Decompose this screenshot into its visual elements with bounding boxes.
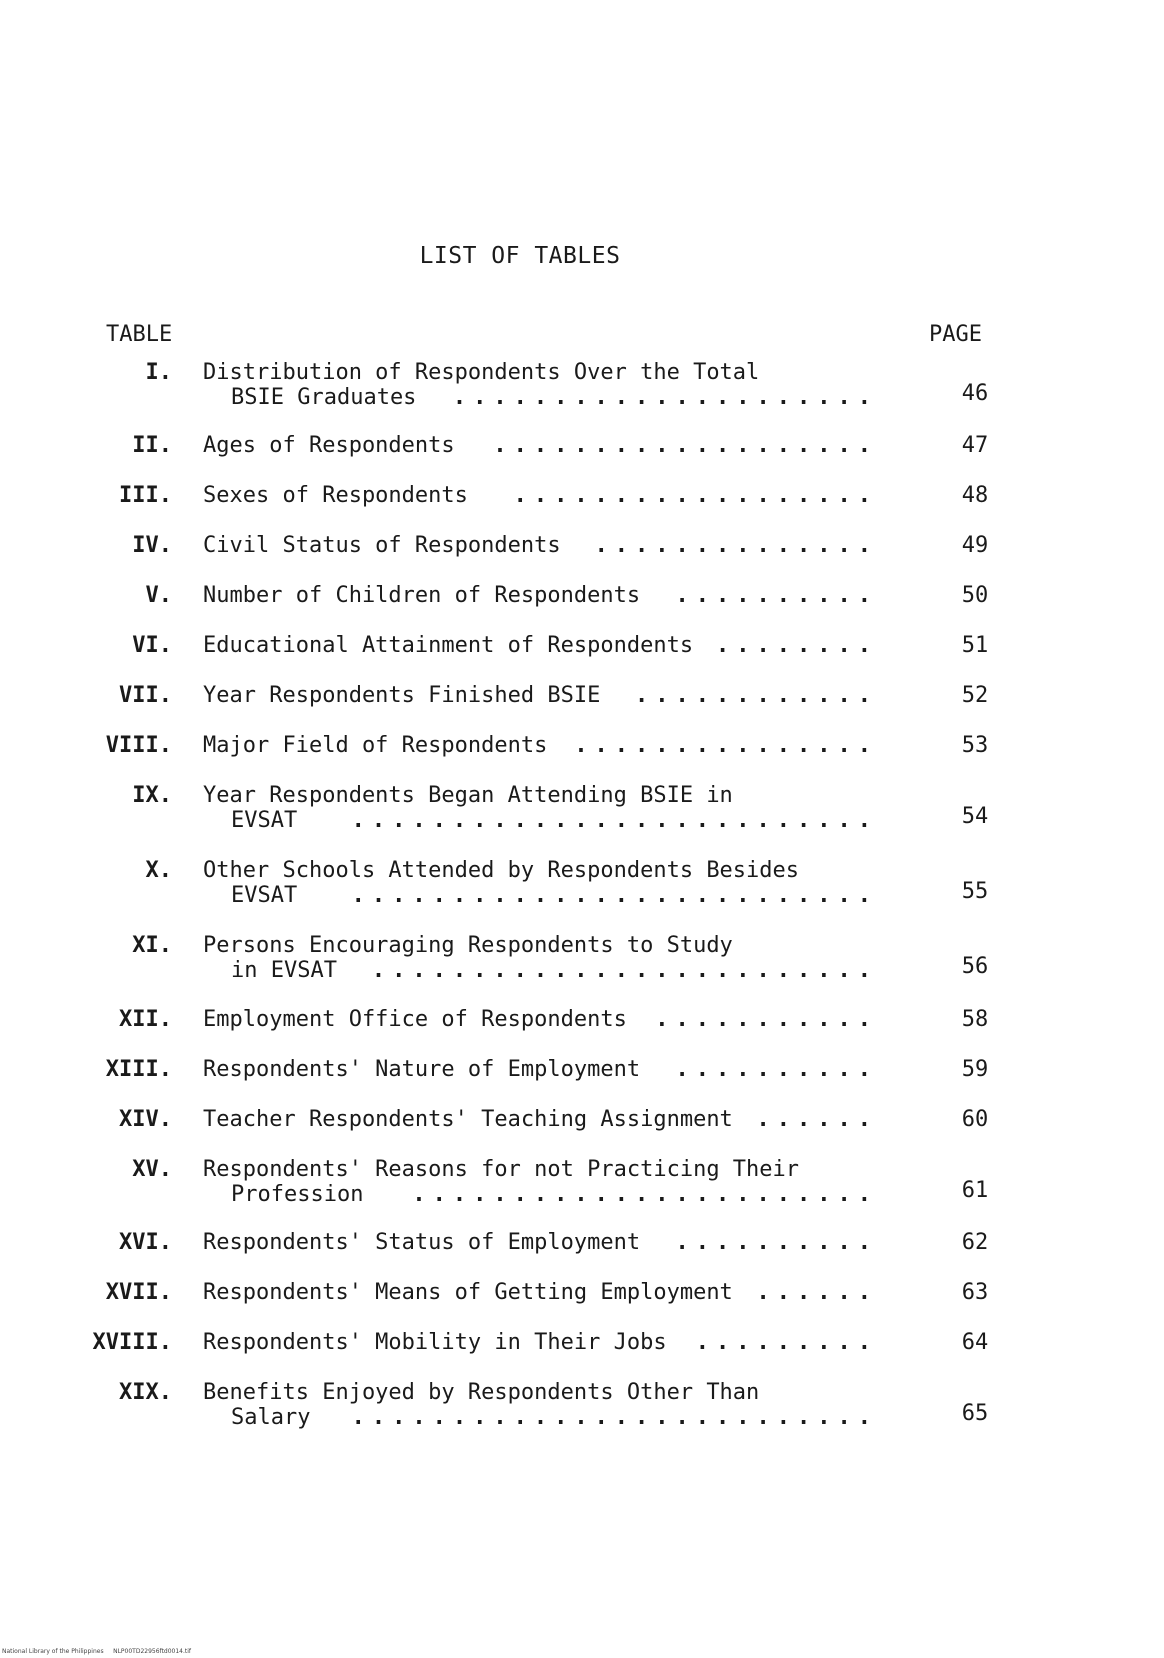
dot-leader: ......: [756, 1280, 878, 1305]
scan-footer: National Library of the Philippines NLP00TD22956ftd0014.tif: [2, 1648, 192, 1655]
page-title: LIST OF TABLES: [419, 243, 621, 269]
table-numeral: III.: [119, 483, 172, 508]
page-number: 51: [961, 633, 989, 658]
page-number: 63: [961, 1280, 989, 1305]
page-number: 46: [961, 381, 989, 406]
table-title-line: BSIE Graduates: [231, 385, 417, 410]
table-numeral: VI.: [132, 633, 172, 658]
table-title-line: Salary: [231, 1405, 311, 1430]
table-title-line: Persons Encouraging Respondents to Study: [203, 933, 733, 958]
page-number: 55: [961, 879, 989, 904]
table-title-line: Ages of Respondents: [203, 433, 455, 458]
table-title-line: Respondents' Nature of Employment: [203, 1057, 641, 1082]
table-title-line: Educational Attainment of Respondents: [203, 633, 694, 658]
table-title-line: Year Respondents Began Attending BSIE in: [203, 783, 733, 808]
dot-leader: .........................: [371, 958, 878, 983]
table-numeral: XIV.: [119, 1107, 172, 1132]
page-number: 59: [961, 1057, 989, 1082]
page-number: 60: [961, 1107, 989, 1132]
table-title-line: in EVSAT: [231, 958, 337, 983]
table-numeral: XV.: [132, 1157, 172, 1182]
dot-leader: ..........................: [351, 1405, 878, 1430]
dot-leader: ..............: [594, 533, 878, 558]
table-numeral: VIII.: [105, 733, 172, 758]
table-title-line: Teacher Respondents' Teaching Assignment: [203, 1107, 733, 1132]
table-title-line: Respondents' Status of Employment: [203, 1230, 641, 1255]
table-title-line: Benefits Enjoyed by Respondents Other Than: [203, 1380, 760, 1405]
table-numeral: X.: [145, 858, 172, 883]
page-number: 52: [961, 683, 989, 708]
page-number: 47: [961, 433, 989, 458]
table-numeral: V.: [145, 583, 172, 608]
table-title-line: Civil Status of Respondents: [203, 533, 561, 558]
dot-leader: ............: [635, 683, 878, 708]
table-title-line: Distribution of Respondents Over the Total: [203, 360, 760, 385]
page-number: 56: [961, 954, 989, 979]
page-number: 58: [961, 1007, 989, 1032]
table-title-line: Major Field of Respondents: [203, 733, 548, 758]
page-number: 49: [961, 533, 989, 558]
dot-leader: ...........: [655, 1007, 878, 1032]
table-numeral: XVII.: [105, 1280, 172, 1305]
dot-leader: ........: [716, 633, 878, 658]
dot-leader: ...................: [493, 433, 878, 458]
table-numeral: II.: [132, 433, 172, 458]
dot-leader: ......: [756, 1107, 878, 1132]
table-title-line: EVSAT: [231, 808, 298, 833]
table-title-line: Respondents' Reasons for not Practicing Their: [203, 1157, 800, 1182]
dot-leader: .......................: [412, 1182, 878, 1207]
table-title-line: Employment Office of Respondents: [203, 1007, 627, 1032]
table-numeral: XII.: [119, 1007, 172, 1032]
table-title-line: Profession: [231, 1182, 364, 1207]
page-number: 62: [961, 1230, 989, 1255]
table-title-line: Respondents' Mobility in Their Jobs: [203, 1330, 667, 1355]
page-number: 54: [961, 804, 989, 829]
table-numeral: VII.: [119, 683, 172, 708]
table-numeral: I.: [145, 360, 172, 385]
dot-leader: ..........: [675, 1230, 878, 1255]
page-number: 50: [961, 583, 989, 608]
table-numeral: IV.: [132, 533, 172, 558]
table-title-line: Other Schools Attended by Respondents Besides: [203, 858, 800, 883]
page-number: 64: [961, 1330, 989, 1355]
dot-leader: ..........: [675, 583, 878, 608]
table-title-line: Sexes of Respondents: [203, 483, 468, 508]
page-number: 65: [961, 1401, 989, 1426]
table-column-header: TABLE: [106, 322, 173, 347]
table-title-line: Number of Children of Respondents: [203, 583, 641, 608]
table-title-line: Year Respondents Finished BSIE: [203, 683, 601, 708]
table-numeral: XIX.: [119, 1380, 172, 1405]
page-number: 48: [961, 483, 989, 508]
table-numeral: XI.: [132, 933, 172, 958]
dot-leader: .........: [695, 1330, 878, 1355]
dot-leader: ...............: [574, 733, 878, 758]
page-column-header: PAGE: [929, 322, 982, 347]
page-number: 61: [961, 1178, 989, 1203]
table-numeral: XIII.: [105, 1057, 172, 1082]
dot-leader: ..........................: [351, 883, 878, 908]
dot-leader: .....................: [452, 385, 878, 410]
table-title-line: EVSAT: [231, 883, 298, 908]
page-number: 53: [961, 733, 989, 758]
dot-leader: ..................: [513, 483, 878, 508]
dot-leader: ..........: [675, 1057, 878, 1082]
table-numeral: XVI.: [119, 1230, 172, 1255]
dot-leader: ..........................: [351, 808, 878, 833]
table-title-line: Respondents' Means of Getting Employment: [203, 1280, 733, 1305]
table-numeral: IX.: [132, 783, 172, 808]
table-numeral: XVIII.: [92, 1330, 172, 1355]
